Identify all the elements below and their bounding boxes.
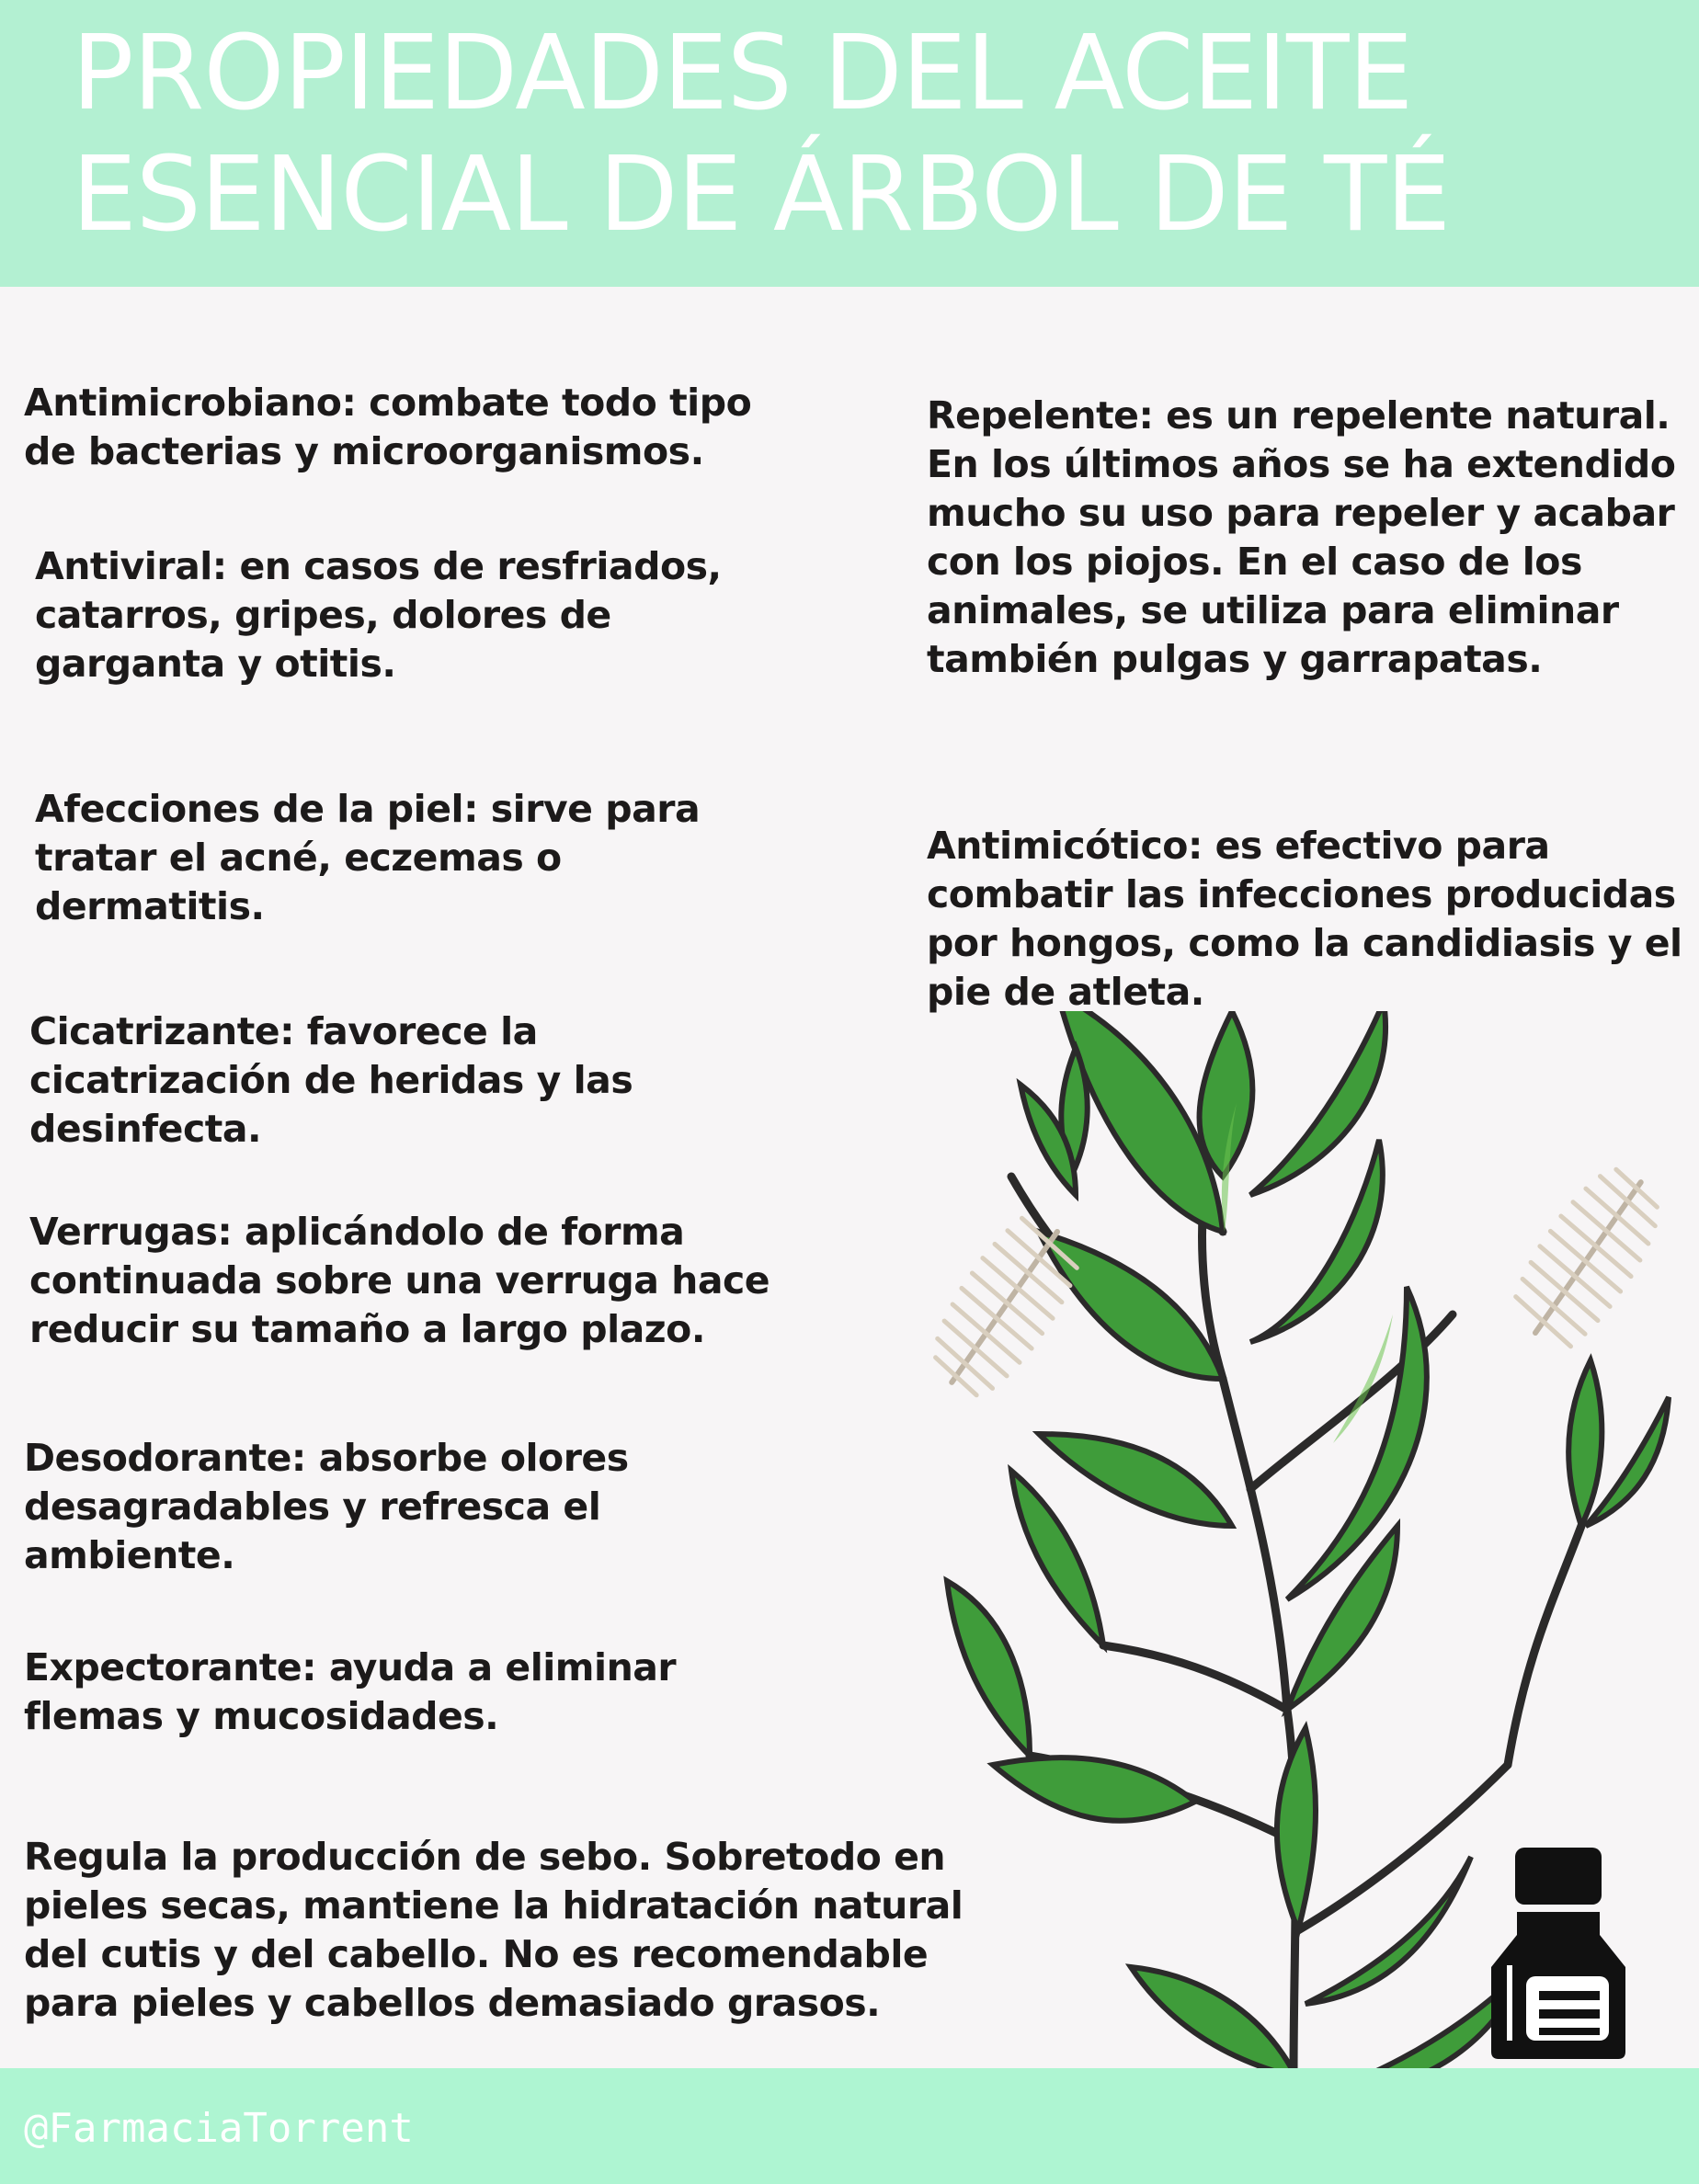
property-afecciones-piel: Afecciones de la piel: sirve para tratar el acné, eczemas o dermatitis. bbox=[35, 787, 701, 928]
medicine-bottle-icon bbox=[1489, 1848, 1627, 2059]
property-antimicrobiano: Antimicrobiano: combate todo tipo de bacterias y microorganismos. bbox=[24, 381, 752, 473]
property-antimicotico: Antimicótico: es efectivo para combatir las infecciones producidas por hongos, como la candidiasis y el pie de atleta. bbox=[927, 824, 1682, 1014]
header-banner bbox=[0, 0, 1699, 287]
property-desodorante: Desodorante: absorbe olores desagradables y refresca el ambiente. bbox=[24, 1436, 629, 1577]
footer-handle: @FarmaciaTorrent bbox=[24, 2105, 414, 2152]
title-line-1: PROPIEDADES DEL ACEITE bbox=[72, 14, 1413, 133]
property-antiviral: Antiviral: en casos de resfriados, catarros, gripes, dolores de garganta y otitis. bbox=[35, 544, 722, 686]
page-title bbox=[72, 13, 1653, 256]
title-line-2: ESENCIAL DE ÁRBOL DE TÉ bbox=[72, 135, 1451, 255]
property-cicatrizante: Cicatrizante: favorece la cicatrización de heridas y las desinfecta. bbox=[29, 1009, 633, 1151]
property-expectorante: Expectorante: ayuda a eliminar flemas y mucosidades. bbox=[24, 1645, 677, 1738]
property-regula-sebo: Regula la producción de sebo. Sobretodo en pieles secas, mantiene la hidratación natural del cutis y del cabello. No es recomendable para pieles y cabellos demasiado grasos. bbox=[24, 1835, 964, 2025]
property-repelente: Repelente: es un repelente natural. En los últimos años se ha extendido mucho su uso para repeler y acabar con los piojos. En el caso de los animales, se utiliza para eliminar también pulgas y garrapatas. bbox=[927, 393, 1676, 681]
property-verrugas: Verrugas: aplicándolo de forma continuada sobre una verruga hace reducir su tamaño a largo plazo. bbox=[29, 1210, 770, 1351]
